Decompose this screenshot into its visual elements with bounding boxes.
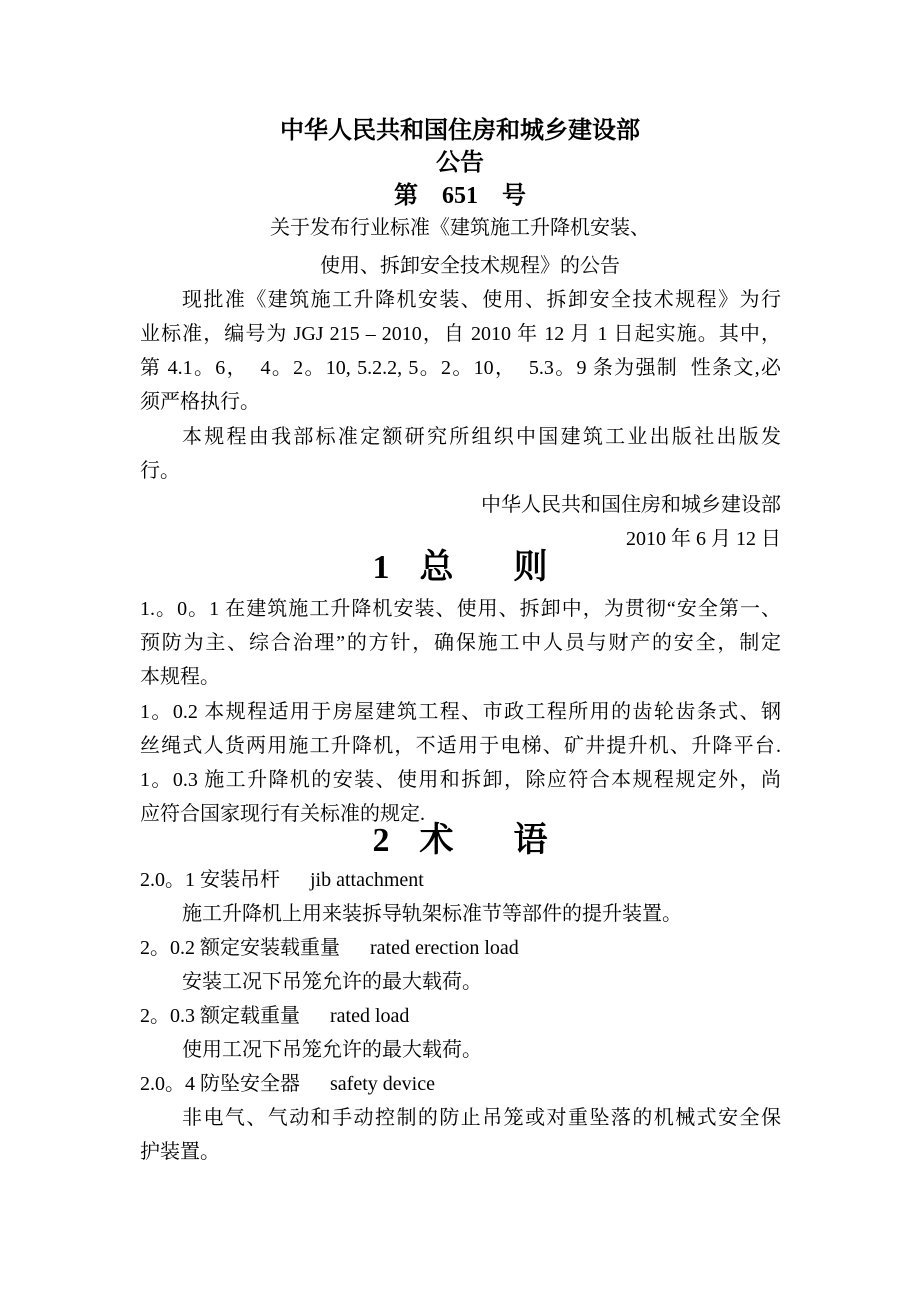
clause-line: 预防为主、综合治理”的方针，确保施工中人员与财产的安全，制定 [140, 632, 781, 654]
clause-line: 1.。0。1 在建筑施工升降机安装、使用、拆卸中，为贯彻“安全第一、 [140, 598, 781, 620]
term-line [140, 867, 781, 893]
paragraph-line: 须严格执行。 [140, 391, 260, 413]
term-line [140, 1003, 781, 1029]
notice-number: 第 651 号 [394, 183, 526, 209]
clause-line: 丝绳式人货两用施工升降机，不适用于电梯、矿井提升机、升降平台. [140, 735, 781, 757]
chapter-heading [0, 821, 920, 861]
date: 2010 年 6 月 12 日 [626, 528, 781, 550]
term-code: 2.0。1 安装吊杆 [140, 869, 280, 891]
term-english: rated load [330, 1005, 410, 1027]
term-code: 2。0.3 额定载重量 [140, 1005, 300, 1027]
chapter-title: 语 [513, 822, 548, 859]
chapter-title: 术 [419, 822, 454, 859]
term-line [140, 1071, 781, 1097]
chapter-title: 总 [419, 549, 454, 586]
chapter-number: 2 [372, 822, 390, 859]
paragraph-line: 现批准《建筑施工升降机安装、使用、拆卸安全技术规程》为行 [182, 289, 781, 311]
paragraph-line: 业标准，编号为 JGJ 215 – 2010，自 2010 年 12 月 1 日起实施。其中， [140, 323, 781, 345]
notice-title: 中华人民共和国住房和城乡建设部 [280, 118, 640, 144]
term-definition: 护装置。 [140, 1141, 220, 1163]
paragraph-line: 行。 [140, 460, 180, 482]
term-english: rated erection load [370, 937, 519, 959]
term-english: jib attachment [310, 869, 424, 891]
term-definition: 使用工况下吊笼允许的最大载荷。 [182, 1039, 482, 1061]
notice-heading: 公告 [436, 150, 484, 176]
signature: 中华人民共和国住房和城乡建设部 [481, 494, 781, 516]
term-definition: 施工升降机上用来装拆导轨架标准节等部件的提升装置。 [182, 903, 682, 925]
clause-line: 应符合国家现行有关标准的规定. [140, 803, 425, 825]
clause-line: 本规程。 [140, 666, 220, 688]
paragraph-line: 本规程由我部标准定额研究所组织中国建筑工业出版社出版发 [182, 426, 781, 448]
chapter-title: 则 [513, 549, 548, 586]
notice-subtitle: 关于发布行业标准《建筑施工升降机安装、 [270, 217, 650, 239]
term-line [140, 935, 781, 961]
paragraph-line: 第 4.1。6， 4。2。10, 5.2.2, 5。2。10， 5.3。9 条为强制 性条文,必 [140, 357, 781, 379]
term-definition: 非电气、气动和手动控制的防止吊笼或对重坠落的机械式安全保 [182, 1107, 781, 1129]
term-code: 2。0.2 额定安装载重量 [140, 937, 340, 959]
clause-line: 1。0.3 施工升降机的安装、使用和拆卸，除应符合本规程规定外，尚 [140, 769, 781, 791]
clause-line: 1。0.2 本规程适用于房屋建筑工程、市政工程所用的齿轮齿条式、钢 [140, 701, 781, 723]
term-definition: 安装工况下吊笼允许的最大载荷。 [182, 971, 482, 993]
chapter-number: 1 [372, 549, 390, 586]
notice-subtitle: 使用、拆卸安全技术规程》的公告 [320, 255, 620, 277]
term-english: safety device [330, 1073, 435, 1095]
chapter-heading [0, 548, 920, 588]
term-code: 2.0。4 防坠安全器 [140, 1073, 300, 1095]
